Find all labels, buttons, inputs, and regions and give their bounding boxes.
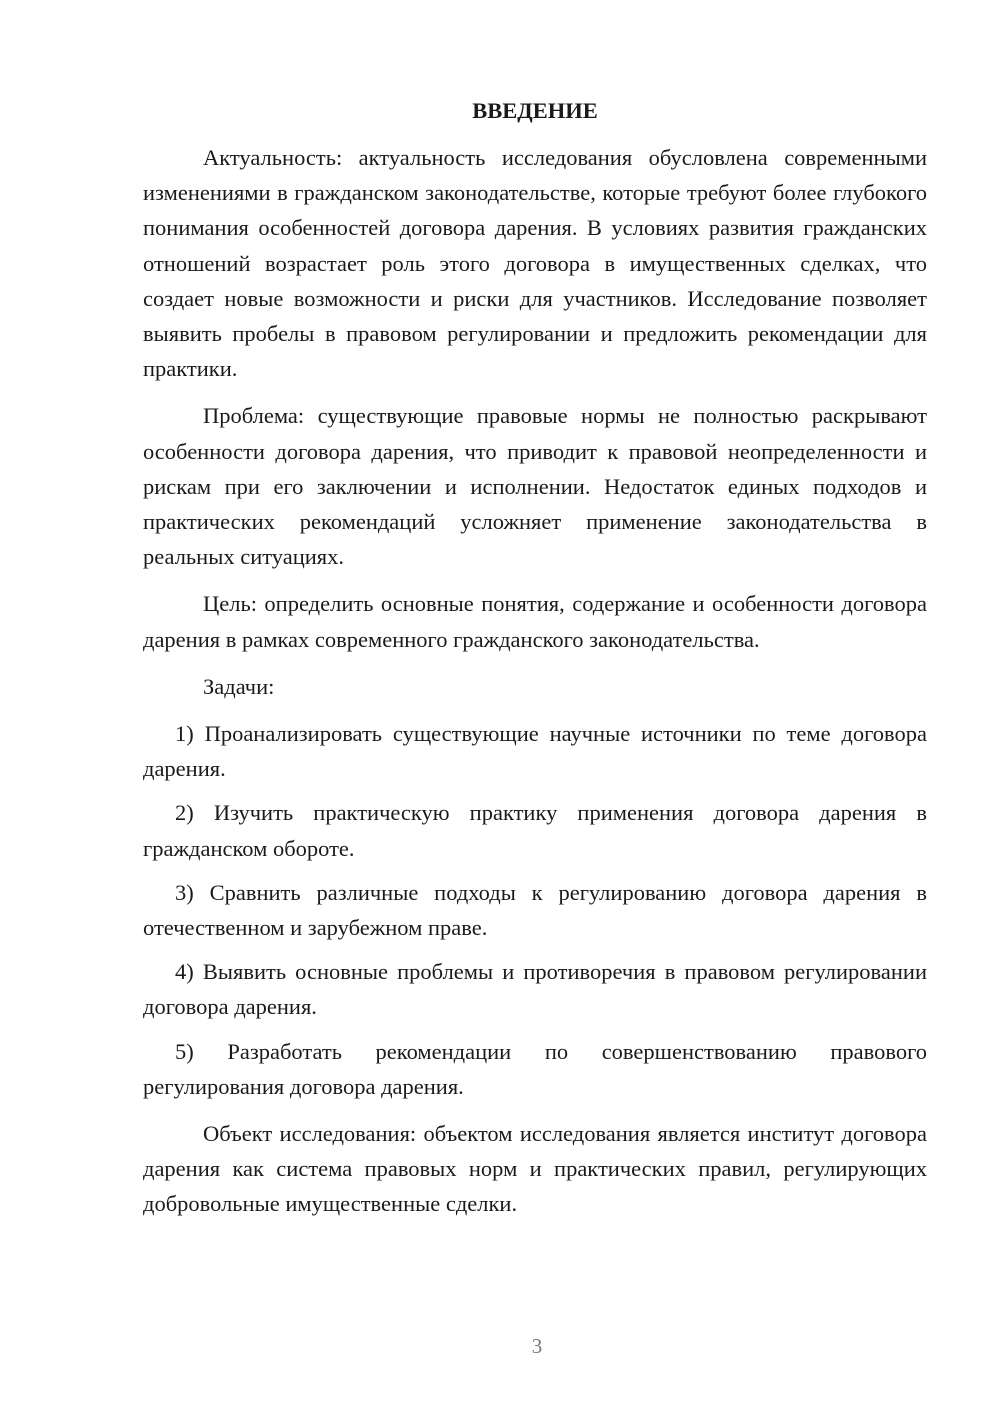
document-body	[143, 96, 927, 1234]
problem-paragraph: Проблема: существующие правовые нормы не полностью раскрывают особенности договора дарения, что приводит к правовой неопределенности и рискам при его заключении и исполнении. Недостаток единых подходов и практических рекомендаций усложняет применение законодательства в реальных ситуациях.	[143, 403, 927, 570]
page-number: 3	[531, 1334, 543, 1358]
page-title: ВВЕДЕНИЕ	[472, 98, 598, 123]
task-item-1: 1) Проанализировать существующие научные источники по теме договора дарения.	[143, 721, 927, 782]
tasks-heading: Задачи:	[203, 673, 275, 699]
relevance-paragraph: Актуальность: актуальность исследования обусловлена современными изменениями в гражданском законодательстве, которые требуют более глубокого понимания особенностей договора дарения. В условиях развития гражданских отношений возрастает роль этого договора в имущественных сделках, что создает новые возможности и риски для участников. Исследование позволяет выявить пробелы в правовом регулировании и предложить рекомендации для практики.	[143, 145, 927, 382]
task-item-4: 4) Выявить основные проблемы и противоречия в правовом регулировании договора дарения.	[143, 959, 927, 1020]
object-paragraph: Объект исследования: объектом исследования является институт договора дарения как система правовых норм и практических правил, регулирующих добровольные имущественные сделки.	[143, 1121, 927, 1217]
task-item-3: 3) Сравнить различные подходы к регулированию договора дарения в отечественном и зарубежном праве.	[143, 879, 927, 941]
task-item-5: 5) Разработать рекомендации по совершенствованию правового регулирования договора дарения.	[143, 1038, 927, 1099]
task-item-2: 2) Изучить практическую практику применения договора дарения в гражданском обороте.	[143, 800, 927, 861]
goal-paragraph: Цель: определить основные понятия, содержание и особенности договора дарения в рамках современного гражданского законодательства.	[143, 591, 927, 652]
